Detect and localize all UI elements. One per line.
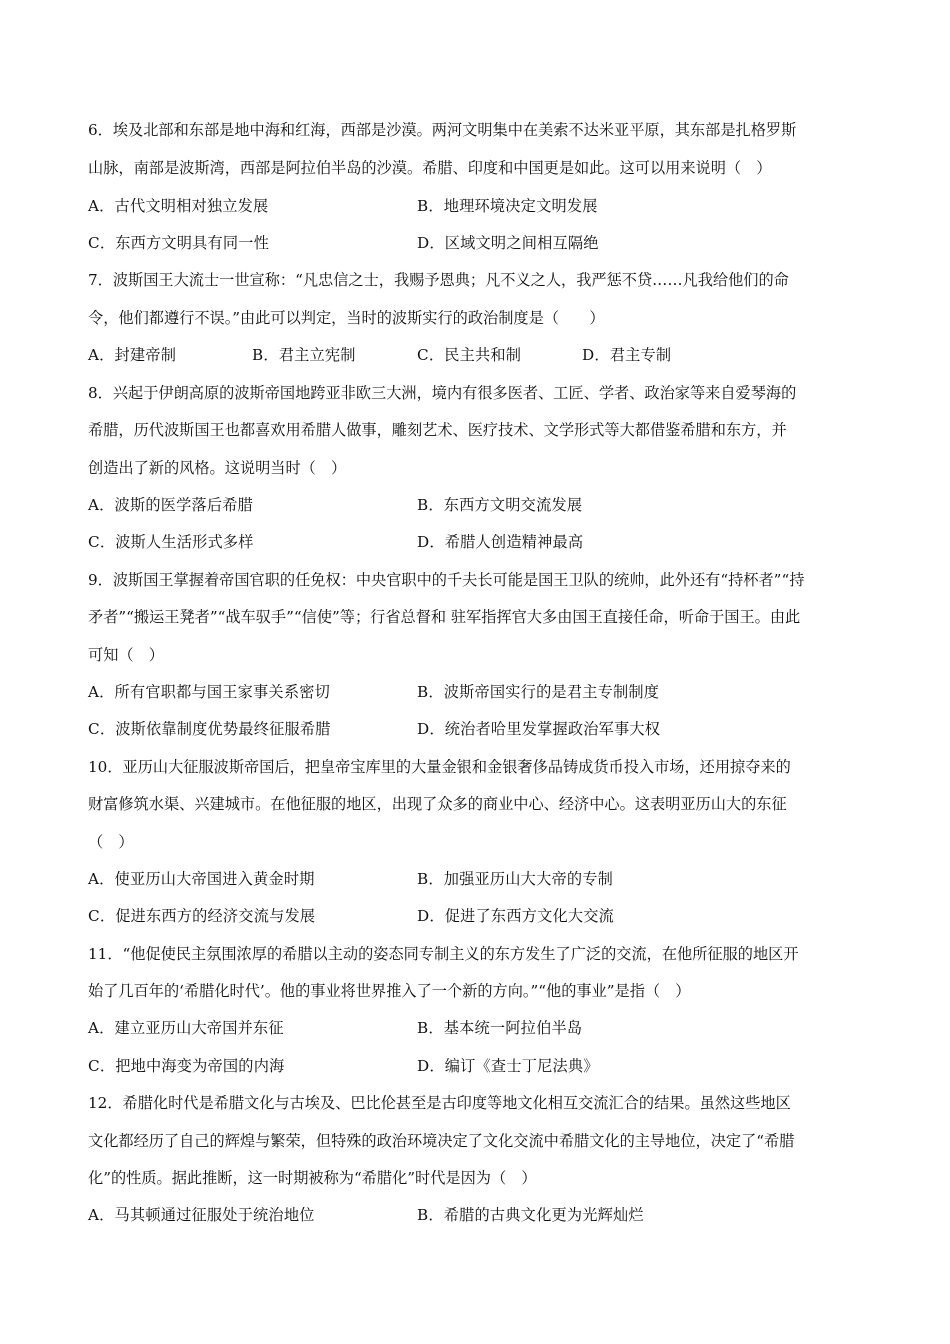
q11-stem-line-1: 11．“他促使民主氛围浓厚的希腊以主动的姿态同专制主义的东方发生了广泛的交流，在他所征服的地区开: [88, 945, 799, 963]
q10-stem-line-3: （ ）: [88, 833, 134, 851]
q7-option-b: B．君主立宪制: [252, 346, 356, 364]
q9-option-c: C．波斯依靠制度优势最终征服希腊: [88, 720, 331, 738]
q6-option-b: B．地理环境决定文明发展: [417, 197, 598, 215]
q10-option-a: A．使亚历山大帝国进入黄金时期: [88, 870, 315, 888]
q6-stem-line-2: 山脉，南部是波斯湾，西部是阿拉伯半岛的沙漠。希腊、印度和中国更是如此。这可以用来说明（ ）: [88, 159, 772, 177]
q8-stem-line-2: 希腊，历代波斯国王也都喜欢用希腊人做事，雕刻艺术、医疗技术、文学形式等大都借鉴希腊和东方，并: [88, 421, 787, 439]
q7-option-a: A．封建帝制: [88, 346, 177, 364]
q12-stem-line-1: 12．希腊化时代是希腊文化与古埃及、巴比伦甚至是古印度等地文化相互交流汇合的结果。虽然这些地区: [88, 1094, 791, 1112]
q11-option-c: C．把地中海变为帝国的内海: [88, 1057, 285, 1075]
q6-stem-line-1: 6．埃及北部和东部是地中海和红海，西部是沙漠。两河文明集中在美索不达米亚平原，其东部是扎格罗斯: [88, 121, 797, 139]
q12-option-b: B．希腊的古典文化更为光辉灿烂: [417, 1206, 644, 1224]
q8-stem-line-1: 8．兴起于伊朗高原的波斯帝国地跨亚非欧三大洲，境内有很多医者、工匠、学者、政治家等来自爱琴海的: [88, 384, 797, 402]
q10-stem-line-2: 财富修筑水渠、兴建城市。在他征服的地区，出现了众多的商业中心、经济中心。这表明亚历山大的东征: [88, 795, 787, 813]
q7-stem-line-2: 令，他们都遵行不误。”由此可以判定，当时的波斯实行的政治制度是（ ）: [88, 309, 605, 327]
q8-stem-line-3: 创造出了新的风格。这说明当时（ ）: [88, 459, 347, 477]
q10-option-d: D．促进了东西方文化大交流: [417, 907, 615, 925]
q6-option-d: D．区域文明之间相互隔绝: [417, 234, 599, 252]
q9-option-b: B．波斯帝国实行的是君主专制制度: [417, 683, 660, 701]
q8-option-c: C．波斯人生活形式多样: [88, 533, 254, 551]
q10-option-c: C．促进东西方的经济交流与发展: [88, 907, 316, 925]
q9-stem-line-1: 9．波斯国王掌握着帝国官职的任免权：中央官职中的千夫长可能是国王卫队的统帅，此外还有“持杯者”“持: [88, 571, 805, 589]
q11-option-b: B．基本统一阿拉伯半岛: [417, 1019, 583, 1037]
q10-option-b: B．加强亚历山大大帝的专制: [417, 870, 614, 888]
q12-stem-line-2: 文化都经历了自己的辉煌与繁荣，但特殊的政治环境决定了文化交流中希腊文化的主导地位，决定了“希腊: [88, 1132, 795, 1150]
q12-stem-line-3: 化”的性质。据此推断，这一时期被称为“希腊化”时代是因为（ ）: [88, 1169, 537, 1187]
q9-stem-line-3: 可知（ ）: [88, 646, 164, 664]
q11-option-d: D．编订《查士丁尼法典》: [417, 1057, 599, 1075]
q8-option-a: A．波斯的医学落后希腊: [88, 496, 254, 514]
q6-option-a: A．古代文明相对独立发展: [88, 197, 269, 215]
q8-option-b: B．东西方文明交流发展: [417, 496, 583, 514]
q7-option-d: D．君主专制: [582, 346, 672, 364]
q9-stem-line-2: 矛者”“搬运王凳者”“战车驭手”“信使”等；行省总督和 驻军指挥官大多由国王直接任命，听命于国王。由此: [88, 608, 801, 626]
q8-option-d: D．希腊人创造精神最高: [417, 533, 584, 551]
q11-option-a: A．建立亚历山大帝国并东征: [88, 1019, 284, 1037]
q6-option-c: C．东西方文明具有同一性: [88, 234, 270, 252]
q10-stem-line-1: 10．亚历山大征服波斯帝国后，把皇帝宝库里的大量金银和金银奢侈品铸成货币投入市场，还用掠夺来的: [88, 758, 791, 776]
q11-stem-line-2: 始了几百年的‘希腊化时代’。他的事业将世界推入了一个新的方向。”“他的事业”是指（ ）: [88, 982, 691, 1000]
q12-option-a: A．马其顿通过征服处于统治地位: [88, 1206, 315, 1224]
q9-option-d: D．统治者哈里发掌握政治军事大权: [417, 720, 661, 738]
q7-option-c: C．民主共和制: [417, 346, 522, 364]
q9-option-a: A．所有官职都与国王家事关系密切: [88, 683, 330, 701]
q7-stem-line-1: 7．波斯国王大流士一世宣称：“凡忠信之士，我赐予恩典；凡不义之人，我严惩不贷……凡我给他们的命: [88, 271, 789, 289]
